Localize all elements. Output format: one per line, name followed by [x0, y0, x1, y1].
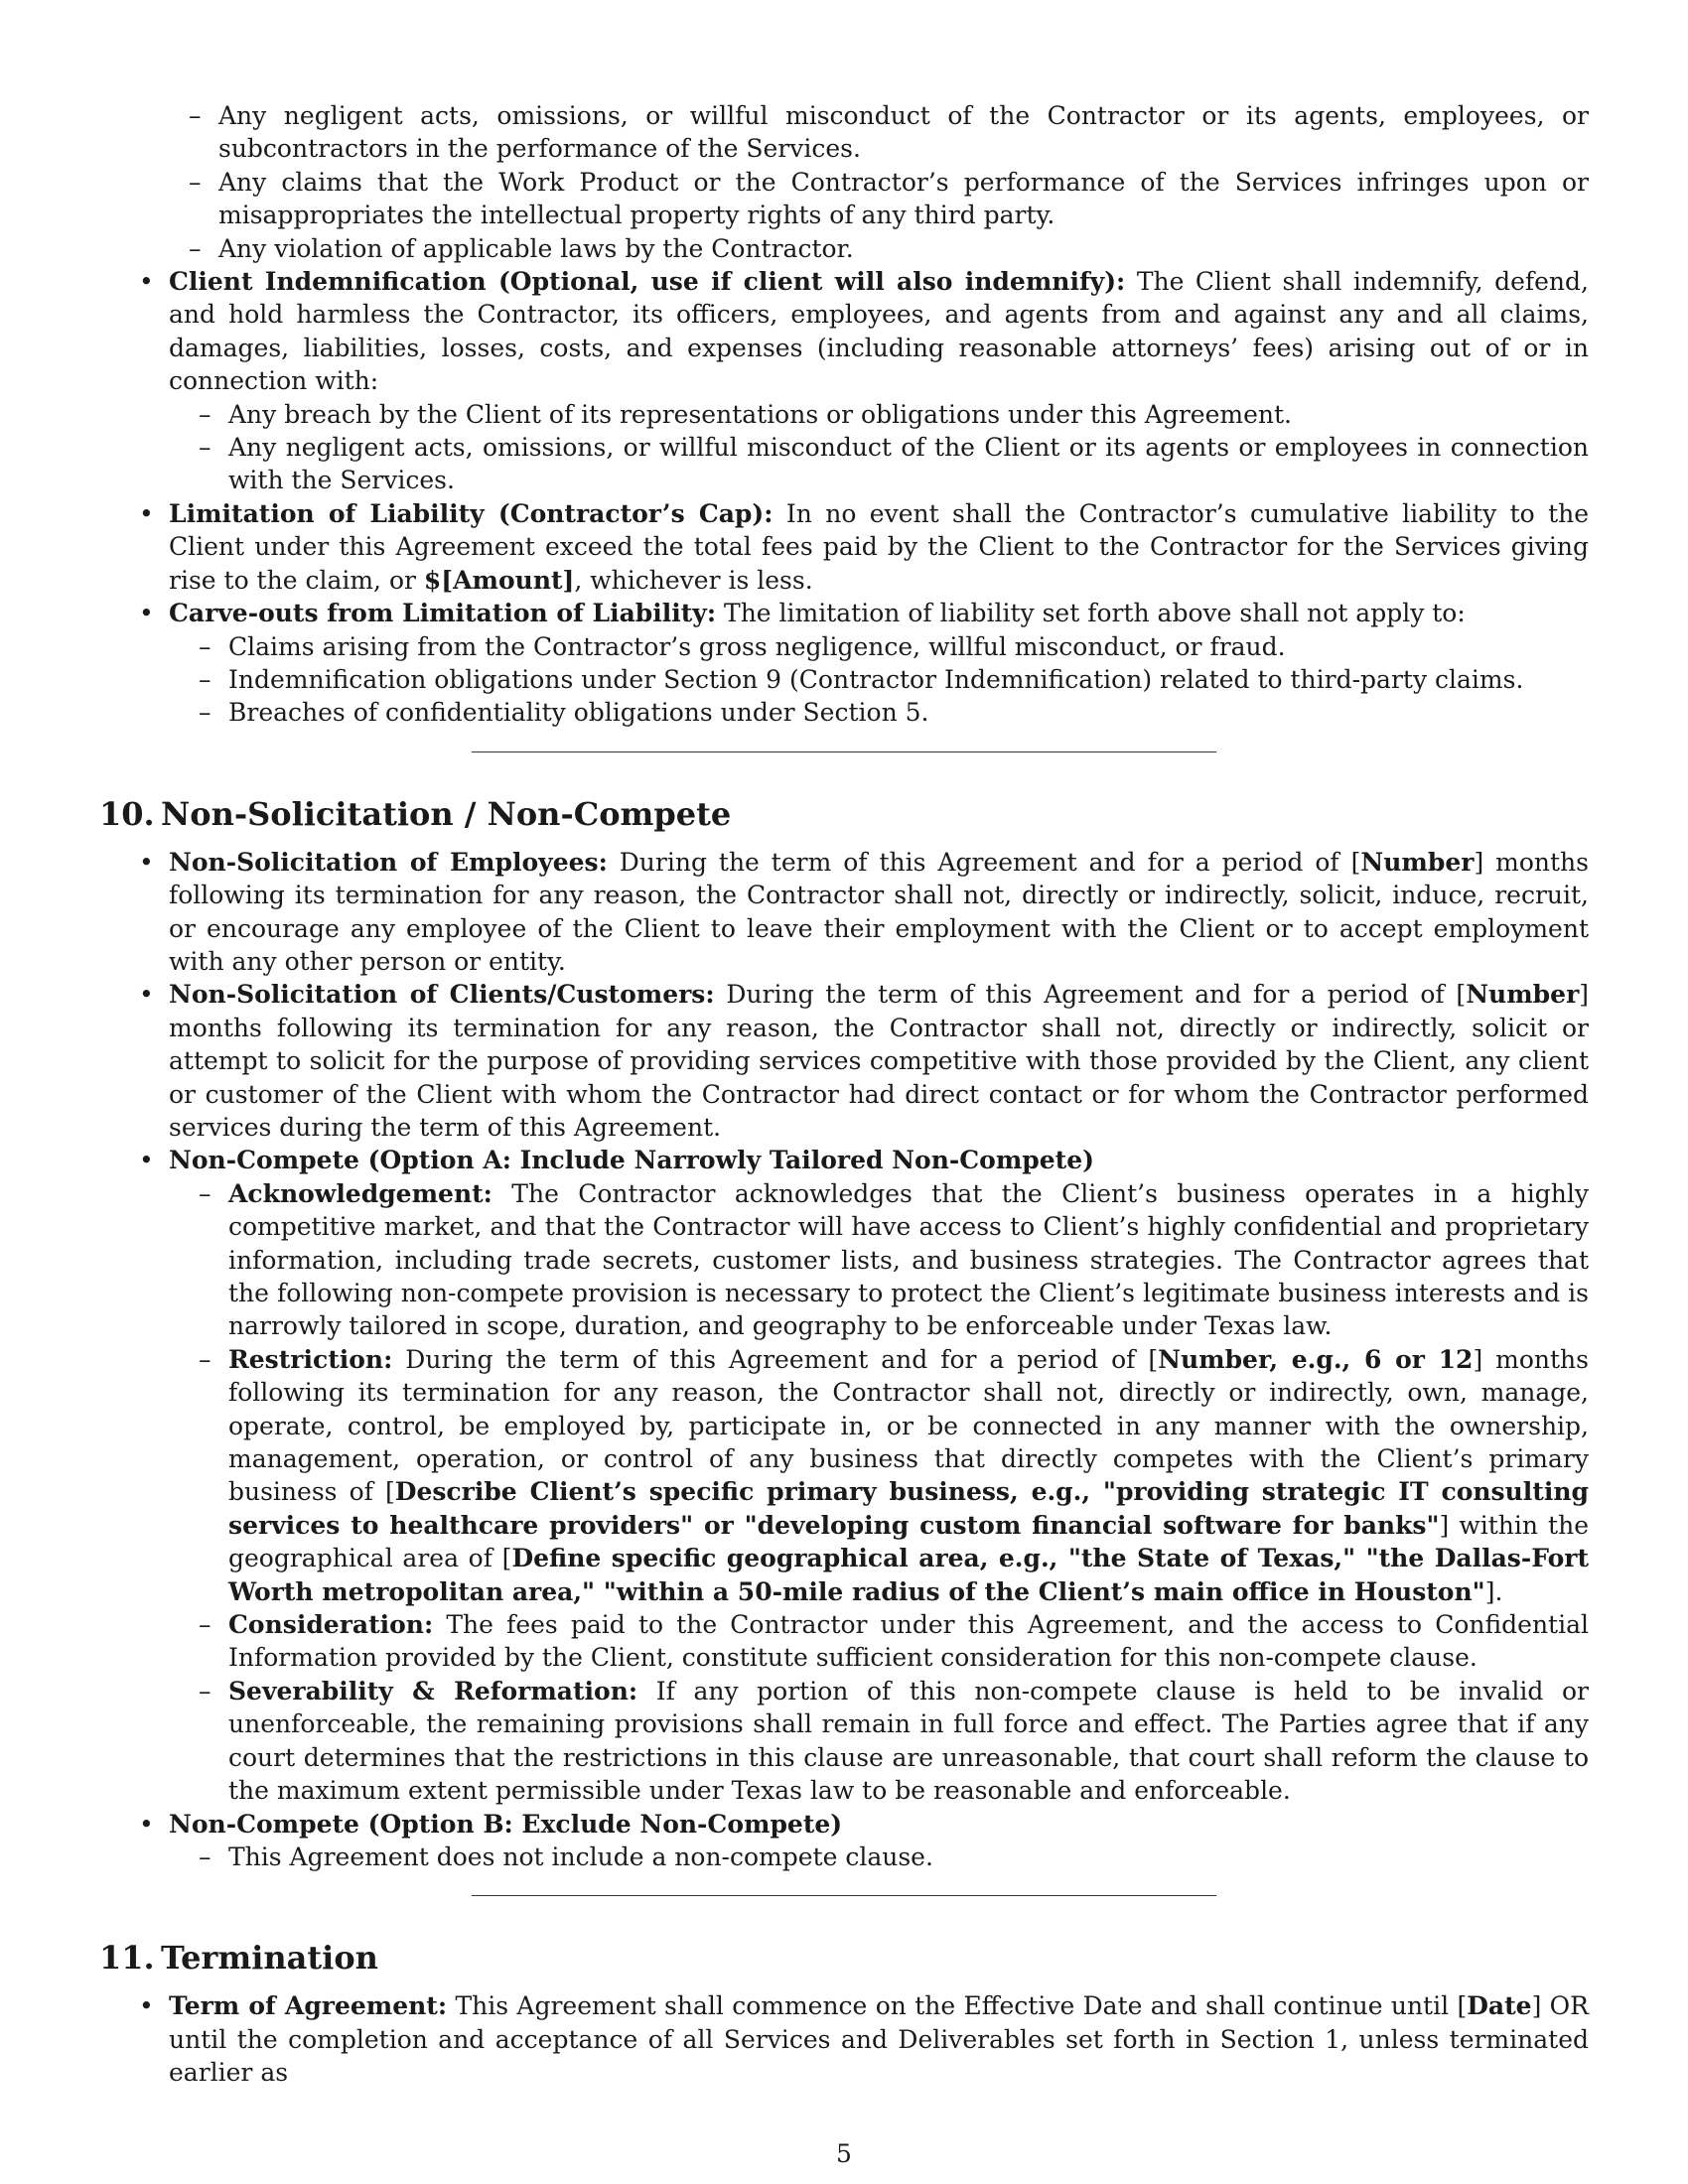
- restriction-placeholder-area: Define specific geographical area, e.g., "the State of Texas," "the Dallas-Fort Worth metropolitan area," "within a 50-mile radius of the Client’s main office in Houston": [228, 1544, 1589, 1606]
- consideration-label: Consideration:: [228, 1610, 434, 1640]
- consideration-item: [228, 1608, 1589, 1675]
- contractor-indemnification-continued: [169, 99, 1589, 265]
- severability-item: [228, 1675, 1589, 1808]
- section-10-title: Non-Solicitation / Non-Compete: [161, 794, 732, 833]
- term-text-pre: This Agreement shall commence on the Effective Date and shall continue until [: [455, 1991, 1468, 2021]
- section-divider: [472, 1895, 1216, 1896]
- customers-text-pre: During the term of this Agreement and for a period of [: [726, 980, 1467, 1010]
- section-10-number: 10.: [99, 794, 155, 833]
- customers-text-post: ] months following its termination for any reason, the Contractor shall not, directly or indirectly, solicit or attempt to solicit for the purpose of providing services competitive with those provided by the Client, any client or customer of the Client with whom the Contractor had direct contact or for whom the Contractor performed services during the term of this Agreement.: [169, 980, 1590, 1142]
- acknowledgement-item: [228, 1177, 1589, 1343]
- client-indemnification-items: [169, 398, 1589, 497]
- term-of-agreement: [169, 1989, 1589, 2089]
- client-indemnification-label: Client Indemnification (Optional, use if client will also indemnify):: [169, 267, 1126, 297]
- customers-placeholder: Number: [1466, 980, 1580, 1010]
- limitation-label: Limitation of Liability (Contractor’s Cap):: [169, 498, 774, 528]
- employees-text-post: ] months following its termination for any reason, the Contractor shall not, directly or indirectly, solicit, induce, recruit, or encourage any employee of the Client to leave their employment with the Client or to accept employment with any other person or entity.: [169, 847, 1589, 976]
- restriction-placeholder-business: Describe Client’s specific primary business, e.g., "providing strategic IT consulting services to healthcare providers" or "developing custom financial software for banks": [228, 1477, 1589, 1540]
- restriction-text-end: ].: [1484, 1576, 1503, 1606]
- non-solicitation-employees: [169, 846, 1589, 979]
- option-b-items: [169, 1841, 1589, 1873]
- option-a-items: [169, 1177, 1589, 1808]
- non-compete-option-b: [169, 1808, 1589, 1874]
- list-item: – Any breach by the Client of its representations or obligations under this Agreement.: [228, 398, 1589, 431]
- option-a-label: Non-Compete (Option A: Include Narrowly Tailored Non-Compete): [169, 1146, 1094, 1175]
- list-item: – Any claims that the Work Product or the Contractor’s performance of the Services infringes upon or misappropriates the intellectual property rights of any third party.: [218, 166, 1589, 232]
- section-divider: [472, 751, 1216, 752]
- employees-text-pre: During the term of this Agreement and for a period of [: [619, 847, 1361, 877]
- list-item: – Indemnification obligations under Section 9 (Contractor Indemnification) related to third-party claims.: [228, 663, 1589, 696]
- term-placeholder: Date: [1467, 1991, 1532, 2021]
- list-item: – Breaches of confidentiality obligations under Section 5.: [228, 696, 1589, 729]
- section-11-title: Termination: [161, 1939, 378, 1978]
- document-page: [99, 99, 1589, 2090]
- list-item: – This Agreement does not include a non-compete clause.: [228, 1841, 1589, 1873]
- carve-outs-label: Carve-outs from Limitation of Liability:: [169, 599, 717, 628]
- indemnification-list: [99, 99, 1589, 265]
- option-b-label: Non-Compete (Option B: Exclude Non-Compete): [169, 1809, 843, 1839]
- consideration-text: The fees paid to the Contractor under this Agreement, and the access to Confidential Information provided by the Client, constitute sufficient consideration for this non-compete clause.: [228, 1610, 1589, 1673]
- customers-label: Non-Solicitation of Clients/Customers:: [169, 980, 715, 1010]
- contractor-indemnification-items: [159, 99, 1589, 265]
- list-item: – Claims arising from the Contractor’s gross negligence, willful misconduct, or fraud.: [228, 630, 1589, 663]
- term-text-post: ] OR until the completion and acceptance of all Services and Deliverables set forth in Section 1, unless terminated earlier as: [169, 1991, 1589, 2088]
- section-11-list: [99, 1989, 1589, 2089]
- acknowledgement-label: Acknowledgement:: [228, 1178, 492, 1208]
- carve-outs-text: The limitation of liability set forth above shall not apply to:: [724, 599, 1466, 628]
- list-item: – Any negligent acts, omissions, or willful misconduct of the Client or its agents or employees in connection with the Services.: [228, 431, 1589, 497]
- carve-outs: [169, 597, 1589, 730]
- limitation-tail: , whichever is less.: [574, 565, 813, 595]
- list-item: – Any negligent acts, omissions, or willful misconduct of the Contractor or its agents, employees, or subcontractors in the performance of the Services.: [218, 99, 1589, 166]
- acknowledgement-text: The Contractor acknowledges that the Client’s business operates in a highly competitive market, and that the Contractor will have access to Client’s highly confidential and proprietary information, including trade secrets, customer lists, and business strategies. The Contractor agrees that the following non-compete provision is necessary to protect the Client’s legitimate business interests and is narrowly tailored in scope, duration, and geography to be enforceable under Texas law.: [228, 1178, 1589, 1341]
- restriction-label: Restriction:: [228, 1344, 393, 1374]
- restriction-placeholder-duration: Number, e.g., 6 or 12: [1158, 1344, 1474, 1374]
- liability-list: [99, 265, 1589, 730]
- limitation-text: In no event shall the Contractor’s cumulative liability to the Client under this Agreement exceed the total fees paid by the Client to the Contractor for the Services giving rise to the claim, or: [169, 498, 1590, 595]
- limitation-of-liability: [169, 497, 1589, 597]
- client-indemnification: [169, 265, 1589, 497]
- non-compete-option-a: [169, 1144, 1589, 1807]
- section-10-list: [99, 846, 1589, 1874]
- restriction-text-mid2: ] within the geographical area of [: [228, 1510, 1589, 1573]
- restriction-text-pre: During the term of this Agreement and for a period of [: [405, 1344, 1159, 1374]
- severability-text: If any portion of this non-compete clause is held to be invalid or unenforceable, the remaining provisions shall remain in full force and effect. The Parties agree that if any court determines that the restrictions in this clause are unreasonable, that court shall reform the clause to the maximum extent permissible under Texas law to be reasonable and enforceable.: [228, 1676, 1589, 1806]
- client-indemnification-text: The Client shall indemnify, defend, and hold harmless the Contractor, its officers, employees, and agents from and against any and all claims, damages, liabilities, losses, costs, and expenses (including reasonable attorneys’ fees) arising out of or in connection with:: [169, 267, 1589, 396]
- non-solicitation-customers: [169, 978, 1589, 1144]
- section-10-heading: [99, 794, 1589, 834]
- page-number: 5: [836, 2139, 852, 2168]
- section-11-number: 11.: [99, 1939, 155, 1978]
- limitation-amount: $[Amount]: [423, 565, 575, 595]
- employees-label: Non-Solicitation of Employees:: [169, 847, 608, 877]
- section-11-heading: [99, 1938, 1589, 1978]
- employees-placeholder: Number: [1360, 847, 1475, 877]
- severability-label: Severability & Reformation:: [228, 1676, 638, 1706]
- term-label: Term of Agreement:: [169, 1991, 448, 2021]
- carve-outs-items: [169, 630, 1589, 730]
- restriction-text-mid1: ] months following its termination for any reason, the Contractor shall not, directly or indirectly, own, manage, operate, control, be employed by, participate in, or be connected in any manner with the ownership, management, operation, or control of any business that directly competes with the Client’s primary business of [: [228, 1344, 1589, 1507]
- list-item: – Any violation of applicable laws by the Contractor.: [218, 232, 1589, 265]
- restriction-item: [228, 1343, 1589, 1608]
